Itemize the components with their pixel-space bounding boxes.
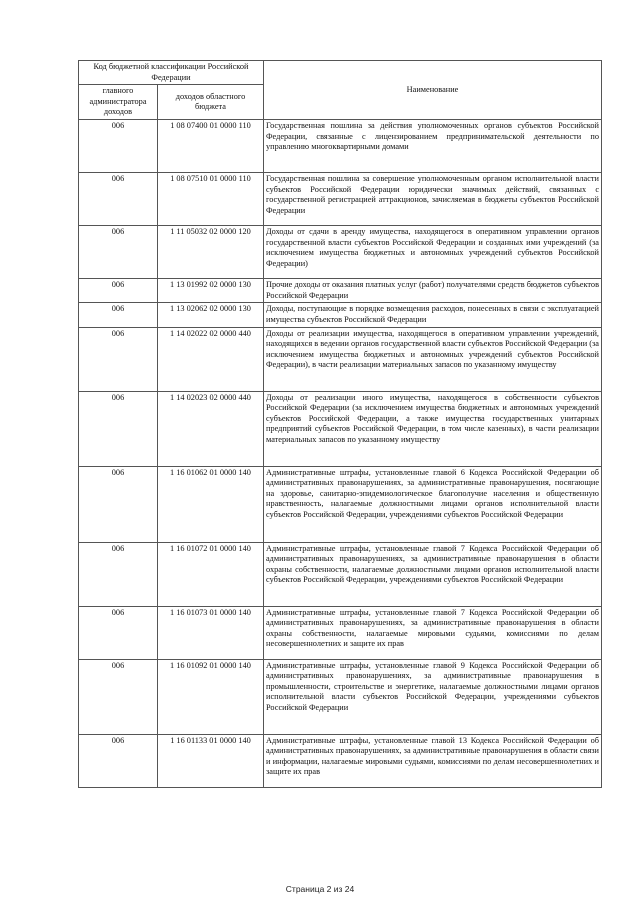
table-row — [79, 173, 602, 226]
header-budget-classification: Код бюджетной классификации Российской Федерации — [79, 61, 264, 85]
revenue-name-cell: Административные штрафы, установленные главой 7 Кодекса Российской Федерации об административных правонарушениях, за административные правонарушения в области охраны собственности, налагаемые мировыми судьями, комиссиями по делам несовершеннолетних и защите их прав — [264, 606, 602, 659]
revenue-code-cell: 1 16 01133 01 0000 140 — [158, 734, 264, 787]
table-row — [79, 659, 602, 734]
admin-code-cell: 006 — [79, 659, 158, 734]
admin-code-cell: 006 — [79, 173, 158, 226]
table-header-row — [79, 61, 602, 85]
revenue-name-cell: Административные штрафы, установленные главой 9 Кодекса Российской Федерации об административных правонарушениях, за административные правонарушения в промышленности, строительстве и энергетике, налагаемые должностными лицами органов исполнительной власти субъектов Российской Федерации, учреждениями субъектов Российской Федерации — [264, 659, 602, 734]
table-row — [79, 466, 602, 542]
revenue-name-cell: Административные штрафы, установленные главой 6 Кодекса Российской Федерации об административных правонарушениях, за административные правонарушения, посягающие на здоровье, санитарно-эпидемиологическое благополучие населения и общественную нравственность, налагаемые должностными лицами органов исполнительной власти субъектов Российской Федерации, учреждениями субъектов Российской Федерации — [264, 466, 602, 542]
revenue-name-cell: Административные штрафы, установленные главой 7 Кодекса Российской Федерации об административных правонарушениях, за административные правонарушения в области охраны собственности, налагаемые должностными лицами органов исполнительной власти субъектов Российской Федерации, учреждениями субъектов Российской Федерации — [264, 542, 602, 606]
table-row — [79, 279, 602, 303]
page-number: Страница 2 из 24 — [285, 884, 355, 894]
revenue-code-cell: 1 16 01092 01 0000 140 — [158, 659, 264, 734]
table-row — [79, 327, 602, 391]
revenue-name-cell: Доходы от реализации имущества, находящегося в оперативном управлении учреждений, находящихся в ведении органов государственной власти субъектов Российской Федерации (за исключением имущества бюджетных и автономных учреждений субъектов Российской Федерации), в части реализации материальных запасов по указанному имуществу — [264, 327, 602, 391]
table-row — [79, 120, 602, 173]
table-row — [79, 303, 602, 327]
revenue-name-cell: Доходы от реализации иного имущества, находящегося в собственности субъектов Российской Федерации (за исключением имущества бюджетных и автономных учреждений субъектов Российской Федерации, а также имущества государственных унитарных предприятий субъектов Российской Федерации, в том числе казенных), в части реализации материальных запасов по указанному имуществу — [264, 391, 602, 466]
revenue-code-cell: 1 14 02022 02 0000 440 — [158, 327, 264, 391]
revenue-code-cell: 1 13 02062 02 0000 130 — [158, 303, 264, 327]
revenue-name-cell: Доходы, поступающие в порядке возмещения расходов, понесенных в связи с эксплуатацией имущества субъектов Российской Федерации — [264, 303, 602, 327]
admin-code-cell: 006 — [79, 542, 158, 606]
budget-codes-table — [78, 60, 602, 788]
admin-code-cell: 006 — [79, 226, 158, 279]
revenue-code-cell: 1 14 02023 02 0000 440 — [158, 391, 264, 466]
revenue-code-cell: 1 11 05032 02 0000 120 — [158, 226, 264, 279]
admin-code-cell: 006 — [79, 303, 158, 327]
admin-code-cell: 006 — [79, 734, 158, 787]
revenue-code-cell: 1 08 07400 01 0000 110 — [158, 120, 264, 173]
revenue-code-cell: 1 16 01062 01 0000 140 — [158, 466, 264, 542]
revenue-name-cell: Прочие доходы от оказания платных услуг (работ) получателями средств бюджетов субъектов Российской Федерации — [264, 279, 602, 303]
header-regional-budget-revenue: доходов областного бюджета — [158, 85, 264, 120]
revenue-code-cell: 1 16 01073 01 0000 140 — [158, 606, 264, 659]
revenue-name-cell: Государственная пошлина за совершение уполномоченным органом исполнительной власти субъектов Российской Федерации юридически значимых действий, связанных с государственной регистрацией аттракционов, зачисляемая в бюджеты субъектов Российской Федерации — [264, 173, 602, 226]
admin-code-cell: 006 — [79, 606, 158, 659]
table-row — [79, 542, 602, 606]
admin-code-cell: 006 — [79, 120, 158, 173]
revenue-code-cell: 1 13 01992 02 0000 130 — [158, 279, 264, 303]
table-body — [79, 120, 602, 787]
table-row — [79, 606, 602, 659]
table-row — [79, 391, 602, 466]
table-row — [79, 734, 602, 787]
table-row — [79, 226, 602, 279]
revenue-code-cell: 1 16 01072 01 0000 140 — [158, 542, 264, 606]
admin-code-cell: 006 — [79, 391, 158, 466]
header-name: Наименование — [264, 61, 602, 120]
admin-code-cell: 006 — [79, 466, 158, 542]
revenue-name-cell: Доходы от сдачи в аренду имущества, находящегося в оперативном управлении органов государственной власти субъектов Российской Федерации и созданных ими учреждений (за исключением имущества бюджетных и автономных учреждений субъектов Российской Федерации) — [264, 226, 602, 279]
revenue-name-cell: Государственная пошлина за действия уполномоченных органов субъектов Российской Федерации, связанные с лицензированием предпринимательской деятельности по управлению многоквартирными домами — [264, 120, 602, 173]
admin-code-cell: 006 — [79, 327, 158, 391]
admin-code-cell: 006 — [79, 279, 158, 303]
revenue-code-cell: 1 08 07510 01 0000 110 — [158, 173, 264, 226]
revenue-name-cell: Административные штрафы, установленные главой 13 Кодекса Российской Федерации об административных правонарушениях, за административные правонарушения в области связи и информации, налагаемые мировыми судьями, комиссиями по делам несовершеннолетних и защите их прав — [264, 734, 602, 787]
header-main-administrator: главного администратора доходов — [79, 85, 158, 120]
